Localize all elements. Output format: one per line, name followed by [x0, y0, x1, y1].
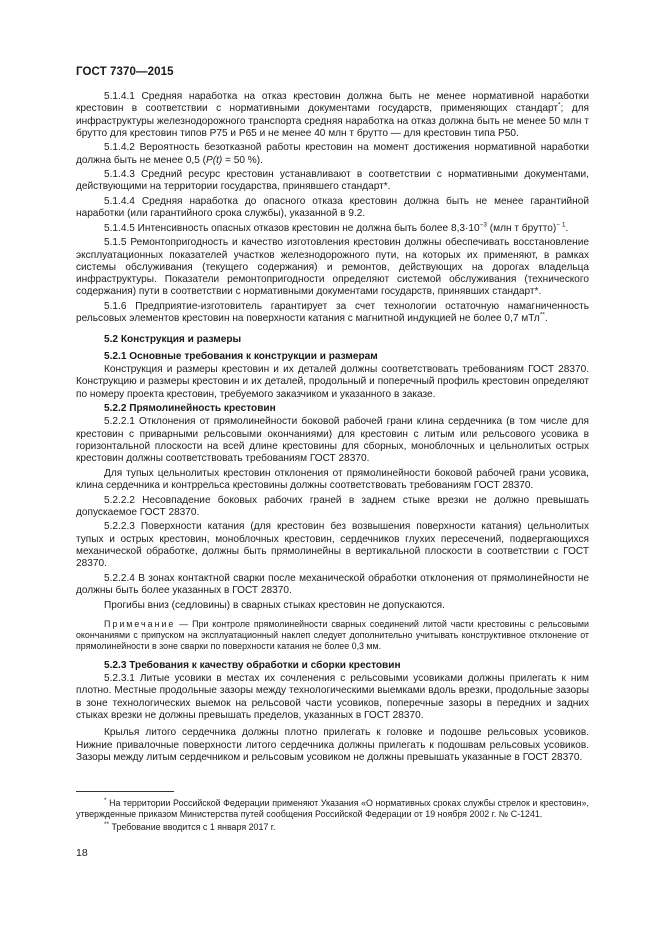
paragraph-5-1-4-1: 5.1.4.1 Средняя наработка на отказ крестовин должна быть не менее нормативной наработки крестовин в соответствии с нормативными документами государств, применяющих стандарт*; для инфраструктуры железнодорожного транспорта средняя наработка на отказ должна быть не менее 50 млн т брутто для крестовин типов Р75 и Р65 и не менее 40 млн т брутто — для крестовин типа Р50.	[76, 91, 589, 139]
paragraph-5-2-2-4-b: Прогибы вниз (седловины) в сварных стыках крестовин не допускаются.	[104, 599, 445, 611]
paragraph-5-1-4-2: 5.1.4.2 Вероятность безотказной работы крестовин на момент достижения нормативной наработки должна быть не менее 0,5 (P(t) = 50 %).	[76, 142, 589, 166]
subsection-heading-5-2-1: 5.2.1 Основные требования к конструкции и размерам	[104, 350, 378, 362]
footnote-1: * На территории Российской Федерации применяют Указания «О нормативных сроках службы стрелок и крестовин», утвержденные приказом Министерства путей сообщения Российской Федерации от 19 ноября 2002 г. № С-1241.	[76, 797, 589, 819]
paragraph-5-2-1: Конструкция и размеры крестовин и их деталей должны соответствовать требованиям ГОСТ 28370. Конструкцию и размеры крестовин и их деталей, продольный и поперечный профиль крестовин определяют по номеру проекта крестовин, требуемого заказчиком и указанного в заказе.	[76, 364, 589, 400]
footnotes	[76, 798, 589, 835]
paragraph-5-2-2-3: 5.2.2.3 Поверхности катания (для крестовин без возвышения поверхности катания) цельнолитых тупых и острых крестовин, моноблочных крестовин, сердечников глухих пересечений, подвергающихся механической обработке, должны быть прямолинейны в вертикальной плоскости в соответствии с ГОСТ 28370.	[76, 521, 589, 570]
paragraph-5-2-3-1: 5.2.3.1 Литые усовики в местах их сочленения с рельсовыми усовиками должны прилегать к ним плотно. Местные продольные зазоры между технологическими выемками вдоль врезки, продольные зазоры в зоне технологических выемок на рельсовой части усовиков, поперечные зазоры в передних и задних стыках врезки не должны превышать пределов, указанных в ГОСТ 28370.	[76, 673, 589, 722]
subsection-heading-5-2-3: 5.2.3 Требования к качеству обработки и сборки крестовин	[104, 659, 401, 671]
paragraph-5-2-2-4: 5.2.2.4 В зонах контактной сварки после механической обработки отклонения от прямолинейности не должны быть более указанных в ГОСТ 28370.	[76, 572, 589, 597]
paragraph-5-1-4-3: 5.1.4.3 Средний ресурс крестовин устанавливают в соответствии с нормативными документами, действующими на территории государства, принявшего стандарт*.	[76, 169, 589, 193]
note-label: Примечание	[104, 618, 176, 629]
subsection-heading-5-2-2: 5.2.2 Прямолинейность крестовин	[104, 403, 276, 415]
paragraph-5-2-2-1-b: Для тупых цельнолитых крестовин отклонения от прямолинейности боковой рабочей грани усовика, клина сердечника и контррельса крестовины должны соответствовать требованиям ГОСТ 28370.	[76, 467, 589, 492]
footnote-ref: *	[558, 101, 561, 109]
paragraph-5-2-3-1-b: Крылья литого сердечника должны плотно прилегать к головке и подошве рельсовых усовиков. Нижние привалочные поверхности литого сердечника должны прилегать к подошвам рельсовых усовиков. Зазоры между литым сердечником и рельсовым усовиком не должны превышать указанные в ГОСТ 28370.	[76, 727, 589, 763]
paragraph-5-1-4-5: 5.1.4.5 Интенсивность опасных отказов крестовин не должна быть более $8,3\cdot 10^{-3}$ (млн т брутто)$^{- 1}$.	[104, 221, 569, 234]
paragraph-5-1-5: 5.1.5 Ремонтопригодность и качество изготовления крестовин должны обеспечивать восстановление эксплуатационных показателей участков железнодорожного пути, на которых их применяют, в рамках системы обслуживания (текущего содержания) и ремонтов, действующих на дорогах владельца инфраструктуры. Показатели ремонтопригодности определяют системой обслуживания (технического содержания) пути в соответствии с нормативными документами государств, принявших стандарт*.	[76, 237, 589, 298]
note	[76, 619, 589, 652]
paragraph-5-1-6: 5.1.6 Предприятие-изготовитель гарантирует за счет технологии остаточную намагниченность рельсовых элементов крестовин на поверхности катания с магнитной индукцией не более 0,7 мТл**.	[76, 300, 589, 325]
section-heading-5-2: 5.2 Конструкция и размеры	[104, 334, 242, 346]
footnote-2: ** Требование вводится с 1 января 2017 г.	[104, 821, 276, 832]
page-number: 18	[76, 847, 88, 859]
main-content	[76, 91, 589, 766]
note-text: — При контроле прямолинейности сварных соединений литой части крестовины с рельсовыми окончаниями с припуском на эксплуатационный наклеп следует дополнительно учитывать конструктивное отклонение от прямолинейности в зоне сварки по поверхности катания не более 0,3 мм.	[76, 618, 589, 651]
footnote-divider	[76, 791, 174, 792]
paragraph-5-1-4-4: 5.1.4.4 Средняя наработка до опасного отказа крестовин должна быть не менее гарантийной наработки (или гарантийного срока службы), указанной в 9.2.	[76, 195, 589, 220]
footnote-ref: **	[539, 311, 545, 319]
paragraph-5-2-2-2: 5.2.2.2 Несовпадение боковых рабочих граней в заднем стыке врезки не должно превышать допускаемое ГОСТ 28370.	[76, 494, 589, 518]
paragraph-5-2-2-1: 5.2.2.1 Отклонения от прямолинейности боковой рабочей грани клина сердечника (в том числе для крестовин с приварными рельсовыми окончаниями) для крестовин с литым или рельсового усовика в горизонтальной плоскости на всей длине крестовины для сборных, моноблочных и цельнолитых острых крестовин должны соответствовать требованиям ГОСТ 28370.	[76, 416, 589, 465]
document-header: ГОСТ 7370—2015	[76, 66, 174, 78]
